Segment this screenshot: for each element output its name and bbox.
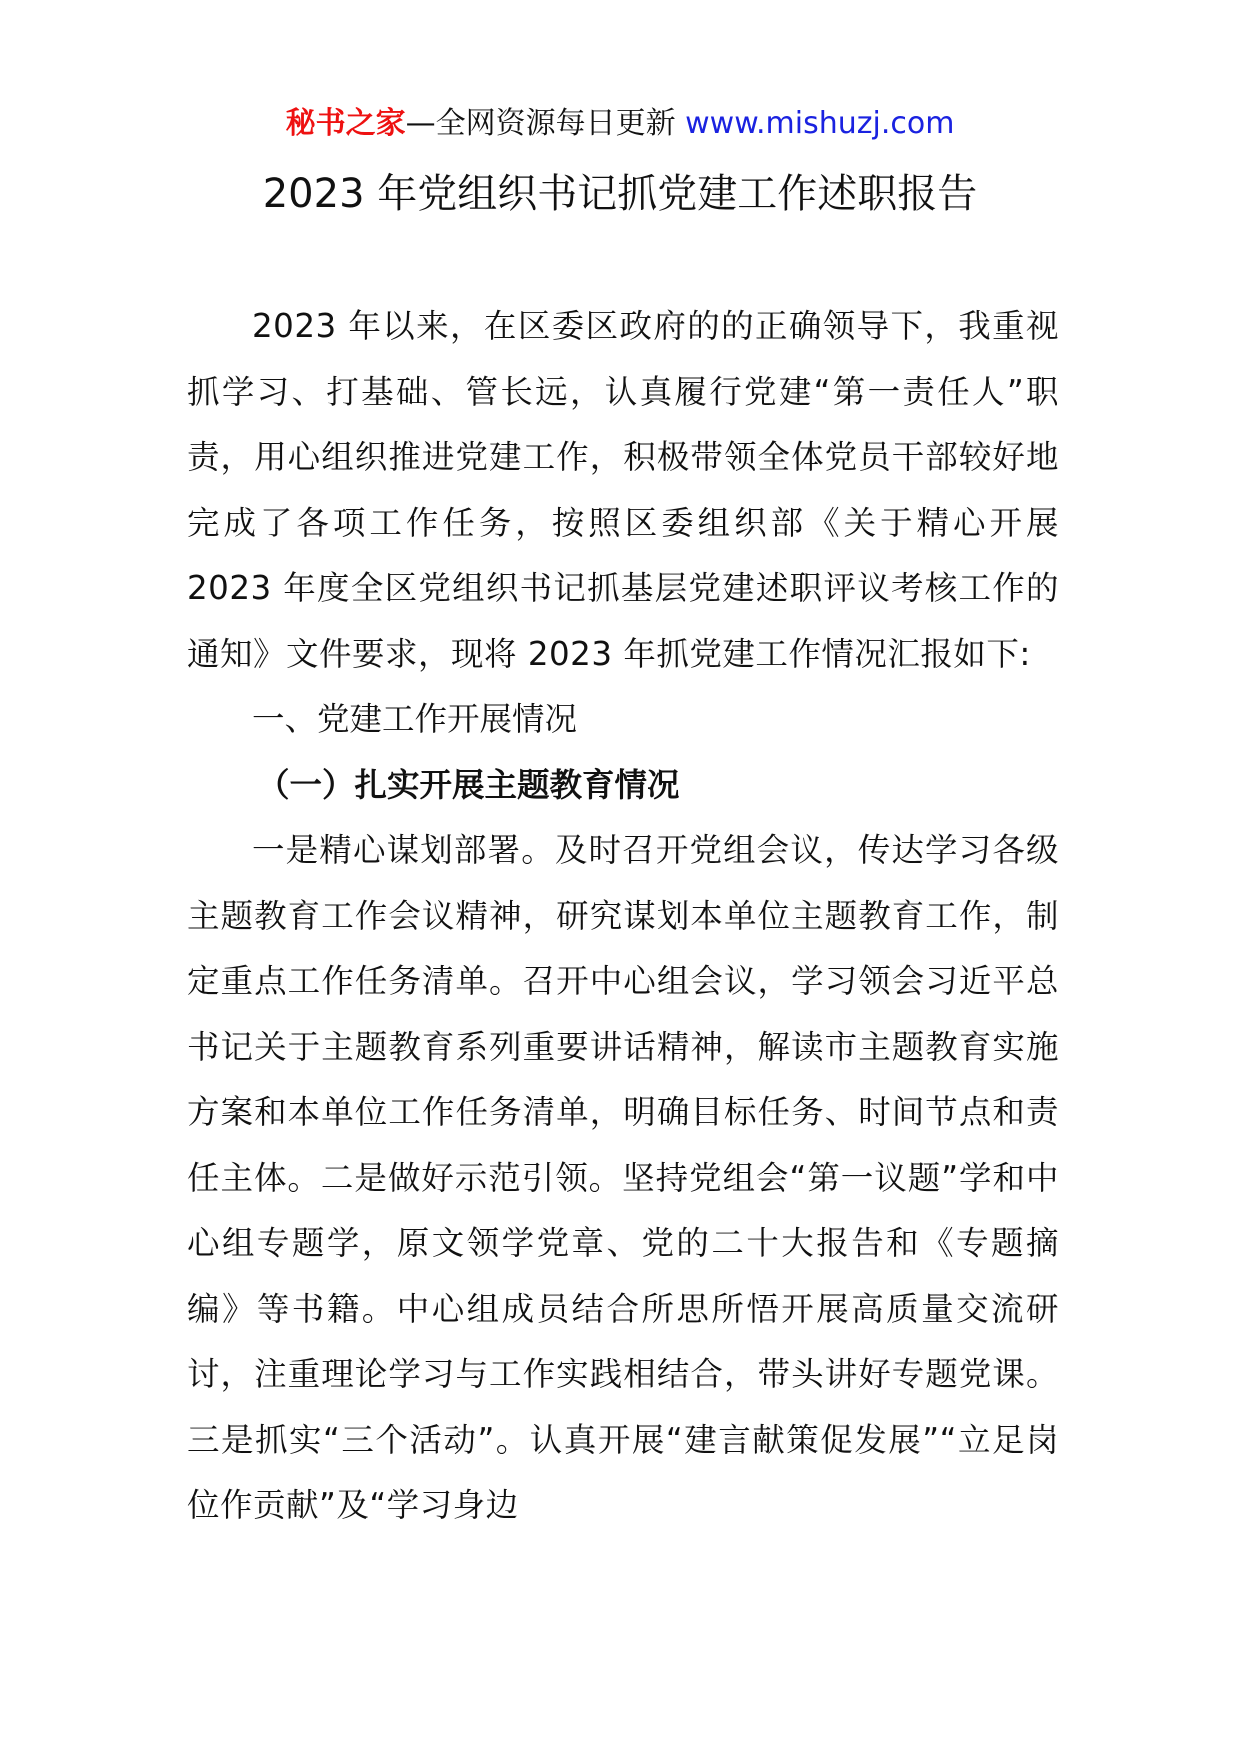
site-header [0,102,1240,146]
document-title: 2023 年党组织书记抓党建工作述职报告 [262,171,978,217]
site-tagline: —全网资源每日更新 [405,106,676,141]
subsection-heading: （一）扎实开展主题教育情况 [257,765,680,804]
site-brand: 秘书之家 [285,106,406,141]
subsection-paragraph: 一是精心谋划部署。及时召开党组会议，传达学习各级主题教育工作会议精神，研究谋划本单位主题教育工作，制定重点工作任务清单。召开中心组会议，学习领会习近平总书记关于主题教育系列重要讲话精神，解读市主题教育实施方案和本单位工作任务清单，明确目标任务、时间节点和责任主体。二是做好示范引领。坚持党组会“第一议题”学和中心组专题学，原文领学党章、党的二十大报告和《专题摘编》等书籍。中心组成员结合所思所悟开展高质量交流研讨，注重理论学习与工作实践相结合，带头讲好专题党课。三是抓实“三个活动”。认真开展“建言献策促发展”“立足岗位作贡献”及“学习身边 [187,831,1059,1524]
section-heading: 一、党建工作开展情况 [252,700,578,738]
intro-paragraph: 2023 年以来，在区委区政府的的正确领导下，我重视抓学习、打基础、管长远，认真履行党建“第一责任人”职责，用心组织推进党建工作，积极带领全体党员干部较好地完成了各项工作任务，按照区委组织部《关于精心开展 2023 年度全区党组织书记抓基层党建述职评议考核工作的通知》文件要求，现将 2023 年抓党建工作情况汇报如下: [187,307,1059,673]
site-url-link[interactable]: www.mishuzj.com [685,106,955,141]
document-body [187,294,1059,1539]
